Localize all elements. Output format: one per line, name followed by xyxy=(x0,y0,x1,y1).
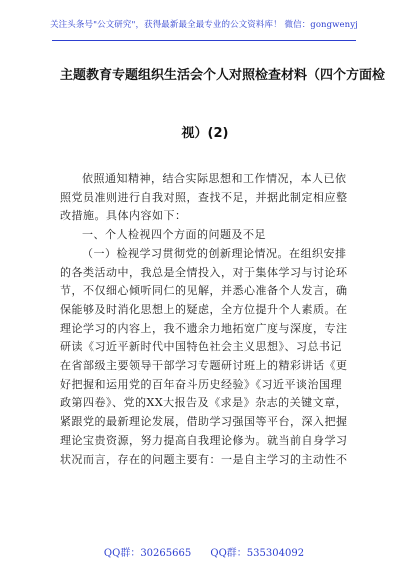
body-line: 状况而言，存在的问题主要有：一是自主学习的主动性不 xyxy=(60,452,348,466)
page-header: 关注头条号"公文研究"，获得最新最全最专业的公文资料库！ 微信：gongwenyj xyxy=(50,20,358,30)
title-line-1: 主题教育专题组织生活会个人对照检查材料（四个方面检 xyxy=(60,68,386,83)
body-line: 政第四卷》、党的XX大报告及《求是》杂志的关键文章， xyxy=(60,396,348,410)
footer-qq-group-1: QQ群：30265665 xyxy=(103,548,192,559)
body-line: 理论宝贵资源，努力提高自我理论修为。就当前自身学习 xyxy=(60,433,348,447)
body-line: 理论学习的内容上，我不遗余力地拓宽广度与深度，专注 xyxy=(60,321,348,335)
body-line: 节，不仅细心倾听同仁的见解，并悉心准备个人发言，确 xyxy=(60,284,348,298)
document-body xyxy=(60,170,350,469)
document-title xyxy=(60,66,386,144)
body-line: 在省部级主要领导干部学习专题研讨班上的精彩讲话《更 xyxy=(60,359,348,373)
section-heading: 一、个人检视四个方面的问题及不足 xyxy=(82,228,266,242)
page-footer xyxy=(0,544,408,559)
body-line: 保能够及时消化思想上的疑虑，全方位提升个人素质。在 xyxy=(60,302,348,316)
body-line: （一）检视学习贯彻党的创新理论情况。在组织安排 xyxy=(82,246,347,260)
body-line: 改措施。具体内容如下： xyxy=(60,209,187,223)
body-line: 紧跟党的最新理论发展，借助学习强国等平台，深入把握 xyxy=(60,415,348,429)
body-line: 的各类活动中，我总是全情投入，对于集体学习与讨论环 xyxy=(60,265,348,279)
body-line: 好把握和运用党的百年奋斗历史经验》《习近平谈治国理 xyxy=(60,377,342,391)
body-line: 照党员准则进行自我对照，查找不足，并据此制定相应整 xyxy=(60,190,348,204)
body-line: 依照通知精神，结合实际思想和工作情况，本人已依 xyxy=(82,172,347,185)
body-line: 研读《习近平新时代中国特色社会主义思想》、习总书记 xyxy=(60,340,342,354)
title-line-2: 视）(2) xyxy=(181,126,229,141)
footer-qq-group-2: QQ群：535304092 xyxy=(210,548,305,559)
header-divider xyxy=(52,40,356,41)
